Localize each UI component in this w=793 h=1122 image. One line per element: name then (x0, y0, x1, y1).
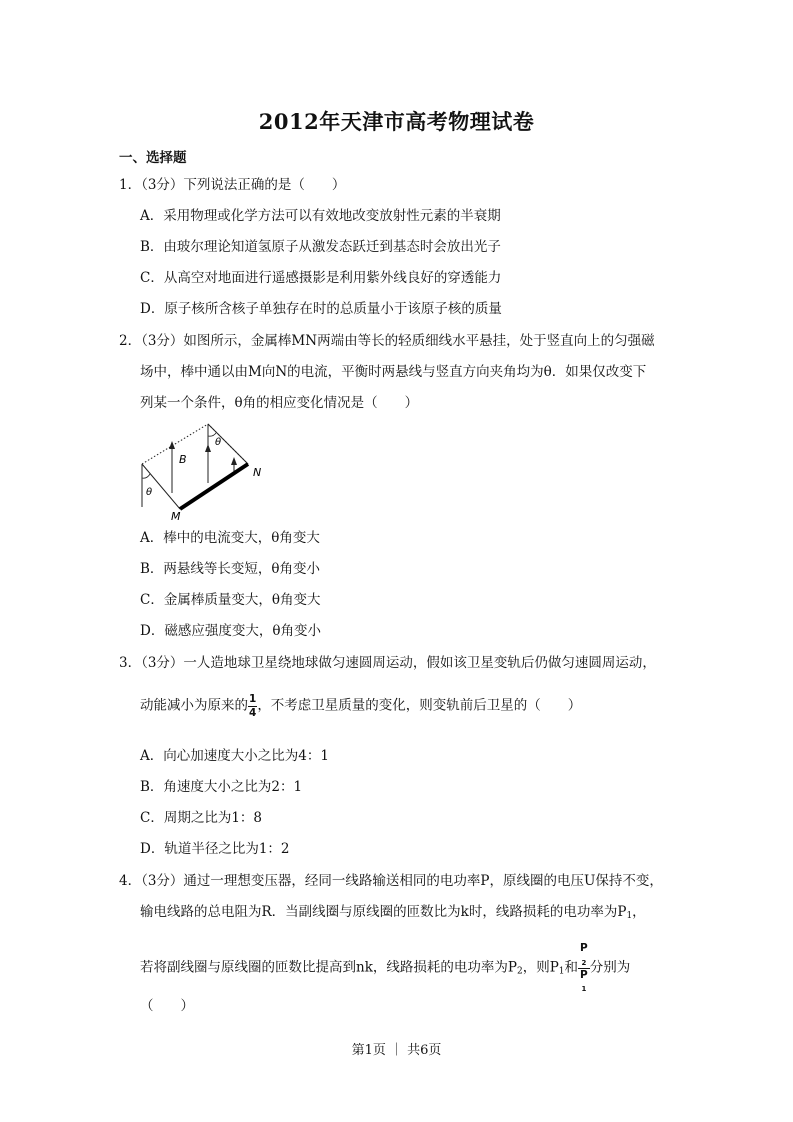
fraction-symbol: P (580, 968, 588, 981)
question-3-stem-text-pre: 动能减小为原来的 (140, 697, 248, 714)
question-3-option-a: A．向心加速度大小之比为4：1 (140, 748, 329, 764)
question-4-stem-text: 和 (564, 959, 579, 976)
question-2-option-d: D．磁感应强度变大，θ角变小 (140, 623, 321, 639)
page-title: 2012年天津市高考物理试卷 (258, 109, 535, 134)
subscript: 1 (626, 911, 633, 921)
question-3-stem-line-1: 3．（3分）一人造地球卫星绕地球做匀速圆周运动，假如该卫星变轨后仍做匀速圆周运动， (119, 655, 656, 671)
question-1-option-d: D．原子核所含核子单独存在时的总质量小于该原子核的质量 (140, 301, 502, 317)
fraction-numerator: 1 (249, 693, 257, 705)
question-1-option-c: C．从高空对地面进行遥感摄影是利用紫外线良好的穿透能力 (140, 270, 502, 286)
question-1-stem: 1．（3分）下列说法正确的是（ ） (119, 177, 346, 193)
question-3-option-c: C．周期之比为1：8 (140, 810, 263, 826)
question-2-stem-line-3: 列某一个条件，θ角的相应变化情况是（ ） (140, 395, 419, 411)
question-4-stem-line-4: （ ） (140, 998, 194, 1014)
fraction-denominator: 4 (249, 706, 257, 719)
question-2-figure (134, 423, 274, 523)
question-2-stem-line-2: 场中，棒中通以由M向N的电流，平衡时两悬线与竖直方向夹角均为θ．如果仅改变下 (140, 364, 647, 380)
question-4-stem-text: 输电线路的总电阻为R．当副线圈与原线圈的匝数比为k时，线路损耗的电功率为P (140, 904, 627, 920)
fraction-denominator (578, 969, 590, 994)
figure-label-theta-top: θ (215, 437, 222, 448)
question-3-fraction (248, 694, 257, 718)
question-2-option-b: B．两悬线等长变短，θ角变小 (140, 561, 321, 577)
question-4-stem-text: 若将副线圈与原线圈的匝数比提高到nk，线路损耗的电功率为P (140, 959, 517, 976)
figure-label-n: N (253, 466, 262, 479)
subscript: 2 (516, 966, 523, 977)
question-4-stem-line-1: 4．（3分）通过一理想变压器，经同一线路输送相同的电功率P，原线圈的电压U保持不变， (119, 873, 663, 889)
question-3-stem-line-2 (140, 694, 581, 718)
figure-label-b: B (179, 453, 187, 466)
subscript: 1 (558, 966, 565, 977)
question-2-option-a: A．棒中的电流变大，θ角变大 (140, 530, 320, 546)
section-heading: 一、选择题 (119, 150, 187, 166)
question-3-option-d: D．轨道半径之比为1：2 (140, 841, 290, 857)
question-3-option-b: B．角速度大小之比为2：1 (140, 779, 303, 795)
question-1-option-a: A．采用物理或化学方法可以有效地改变放射性元素的半衰期 (140, 208, 501, 224)
question-4-stem-text: ，则P (522, 959, 559, 976)
punctuation: ， (632, 904, 646, 920)
figure-label-theta-left: θ (146, 487, 153, 498)
question-4-stem-text: 分别为 (589, 959, 631, 976)
fraction-subscript: 2 (581, 958, 587, 967)
fraction-symbol: P (580, 942, 588, 954)
question-3-stem-text-post: ，不考虑卫星质量的变化，则变轨前后卫星的（ ） (257, 697, 582, 714)
question-2-option-c: C．金属棒质量变大，θ角变大 (140, 592, 321, 608)
question-4-stem-line-3 (140, 943, 630, 993)
figure-label-m: M (171, 510, 181, 523)
question-4-fraction (578, 943, 590, 993)
fraction-numerator (578, 943, 590, 969)
fraction-subscript: 1 (581, 985, 587, 994)
page-footer: 第1页 ｜ 共6页 (351, 1043, 442, 1058)
question-1-option-b: B．由玻尔理论知道氢原子从激发态跃迁到基态时会放出光子 (140, 239, 501, 255)
question-2-stem-line-1: 2．（3分）如图所示，金属棒MN两端由等长的轻质细线水平悬挂，处于竖直向上的匀强磁 (119, 333, 655, 349)
question-4-stem-line-2 (140, 904, 646, 922)
